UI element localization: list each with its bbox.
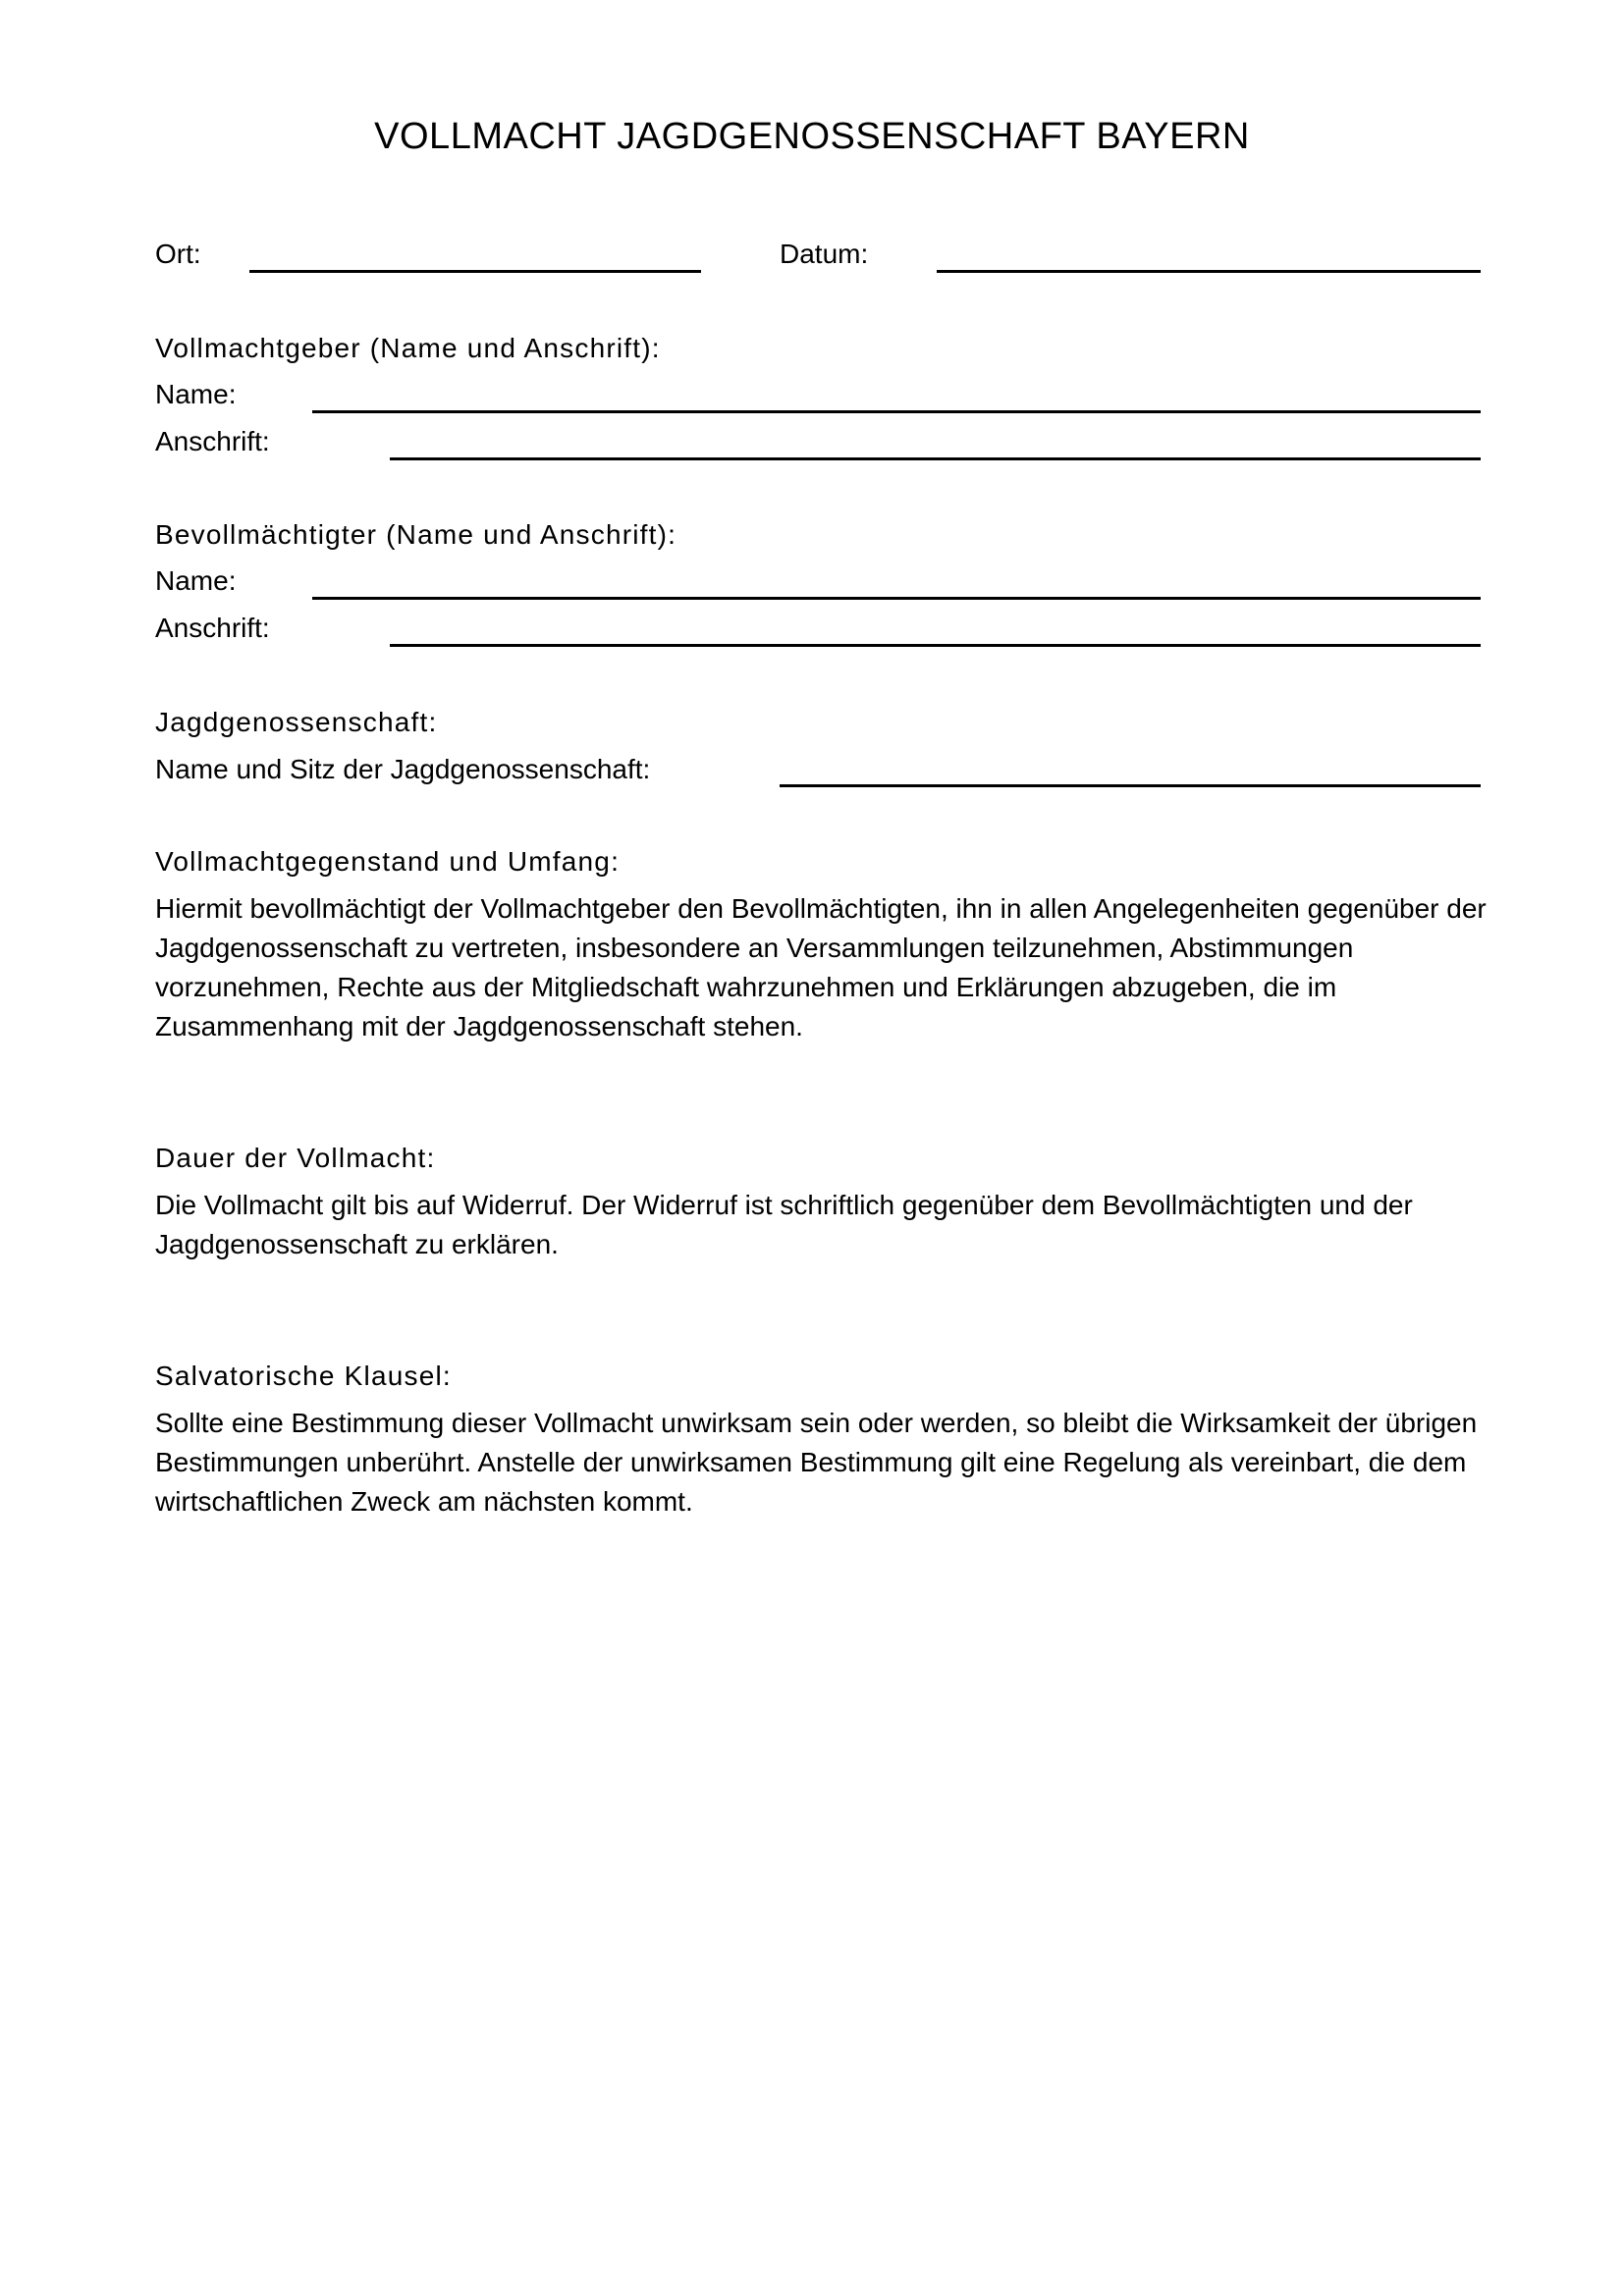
salvatorisch-heading: Salvatorische Klausel:	[155, 1361, 452, 1391]
vollmachtgeber-name-line[interactable]	[312, 410, 1481, 413]
datum-label: Datum:	[780, 239, 869, 269]
gegenstand-text: Hiermit bevollmächtigt der Vollmachtgeber den Bevollmächtigten, ihn in allen Angelegenheiten gegenüber der Jagdgenossenschaft zu vertreten, insbesondere an Versammlungen teilzunehmen, Abstimmungen vorzunehmen, Rechte aus der Mitgliedschaft wahrzunehmen und Erklärungen abzugeben, die im Zusammenhang mit der Jagdgenossenschaft stehen.	[155, 893, 1487, 1041]
bevollmaechtigter-heading: Bevollmächtigter (Name und Anschrift):	[155, 519, 677, 550]
vollmachtgeber-anschrift-label: Anschrift:	[155, 426, 270, 456]
vollmachtgeber-heading: Vollmachtgeber (Name und Anschrift):	[155, 333, 661, 363]
bevollmaechtigter-anschrift-line[interactable]	[390, 644, 1481, 647]
gegenstand-heading: Vollmachtgegenstand und Umfang:	[155, 846, 621, 877]
salvatorisch-text: Sollte eine Bestimmung dieser Vollmacht unwirksam sein oder werden, so bleibt die Wirksamkeit der übrigen Bestimmungen unberührt. Anstelle der unwirksamen Bestimmung gilt eine Regelung als vereinbart, die dem wirtschaftlichen Zweck am nächsten kommt.	[155, 1408, 1478, 1517]
ort-field-line[interactable]	[249, 270, 701, 273]
jagdgenossenschaft-heading: Jagdgenossenschaft:	[155, 707, 438, 737]
jagdgenossenschaft-field-label: Name und Sitz der Jagdgenossenschaft:	[155, 754, 651, 784]
bevollmaechtigter-anschrift-label: Anschrift:	[155, 613, 270, 643]
vollmachtgeber-anschrift-line[interactable]	[390, 457, 1481, 460]
jagdgenossenschaft-field-line[interactable]	[780, 784, 1481, 787]
document-title: VOLLMACHT JAGDGENOSSENSCHAFT BAYERN	[374, 116, 1250, 157]
dauer-text: Die Vollmacht gilt bis auf Widerruf. Der Widerruf ist schriftlich gegenüber dem Bevollmächtigten und der Jagdgenossenschaft zu erklären.	[155, 1190, 1413, 1259]
bevollmaechtigter-name-label: Name:	[155, 565, 237, 596]
ort-label: Ort:	[155, 239, 201, 269]
datum-field-line[interactable]	[937, 270, 1481, 273]
vollmachtgeber-name-label: Name:	[155, 379, 237, 409]
bevollmaechtigter-name-line[interactable]	[312, 597, 1481, 600]
dauer-heading: Dauer der Vollmacht:	[155, 1143, 436, 1173]
